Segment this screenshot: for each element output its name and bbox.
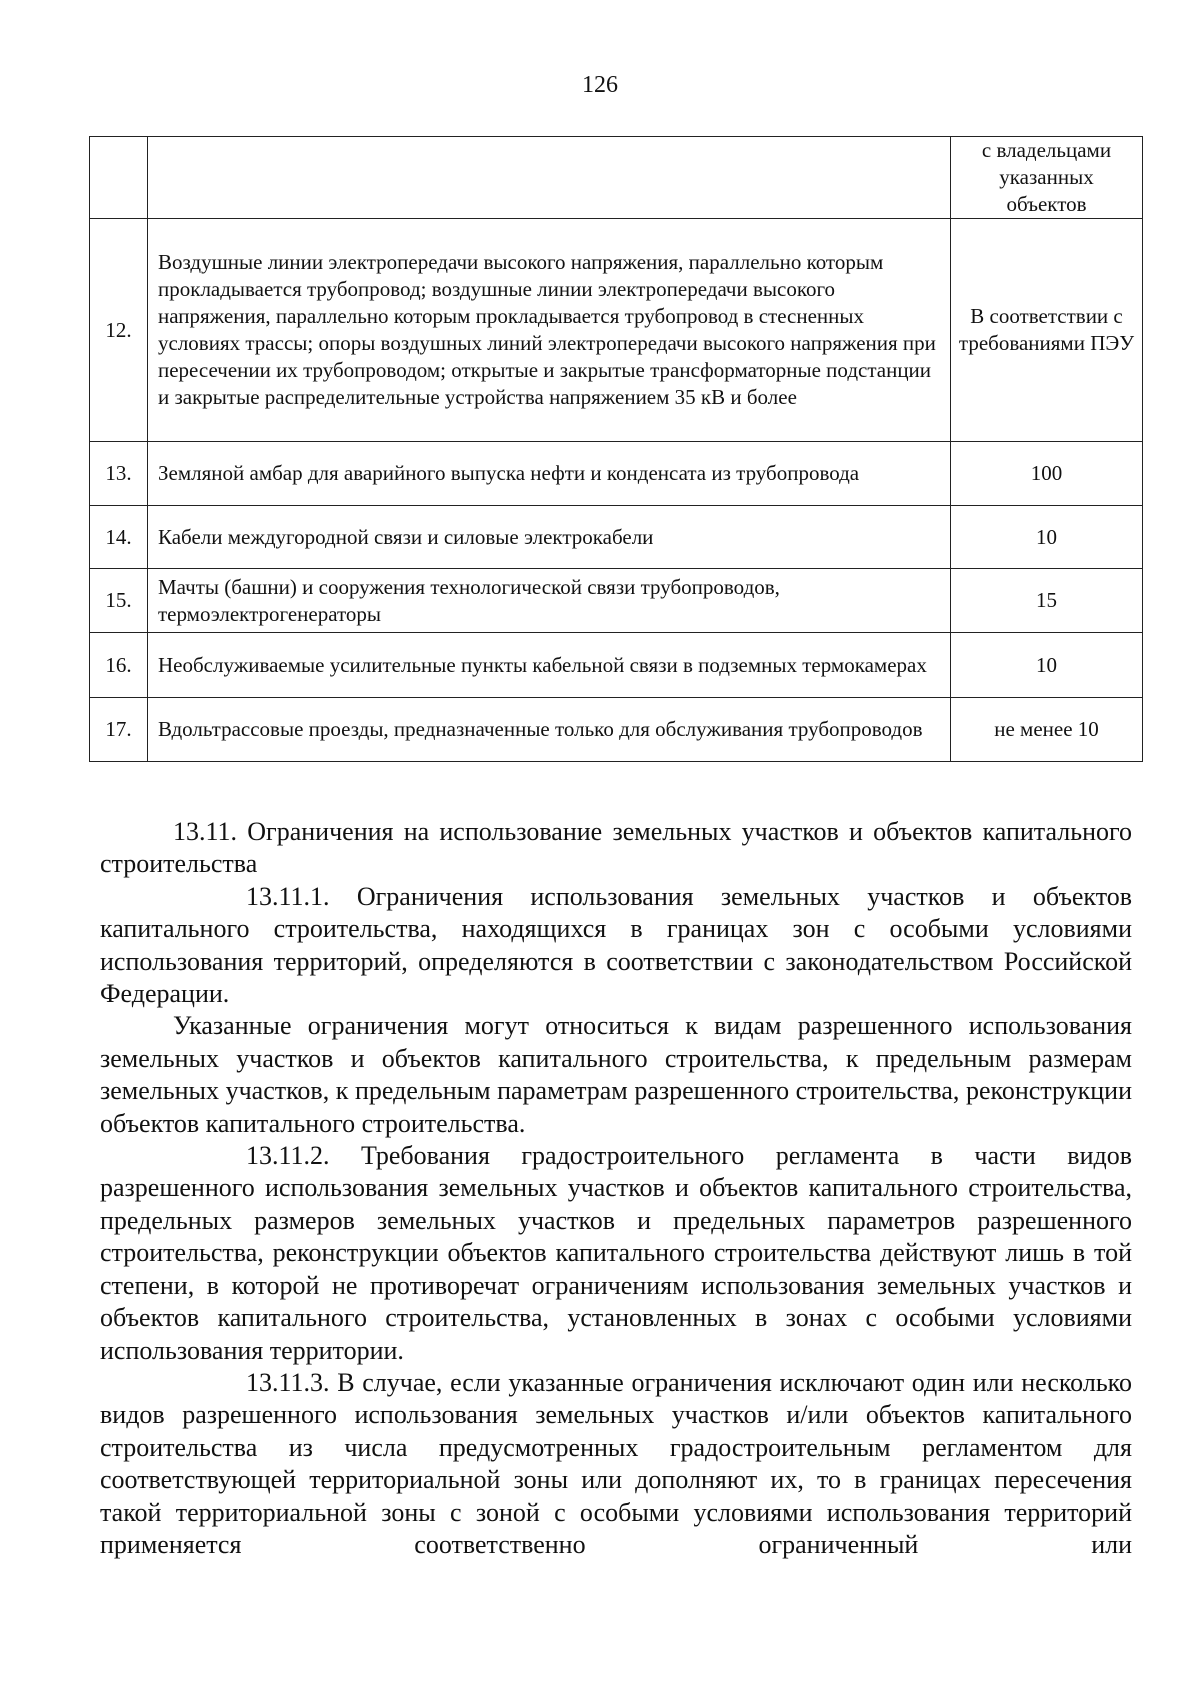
row-number: 13. (90, 442, 148, 506)
section-number: 13.11.2. (246, 1141, 330, 1171)
body-text (100, 816, 1132, 1561)
section-13-11-3 (100, 1367, 1132, 1561)
section-number: 13.11.1. (246, 881, 330, 911)
section-13-11 (100, 816, 1132, 881)
paragraph-text: Указанные ограничения могут относиться к видам разрешенного использования земельных участков и объектов капитального строительства, к предельным размерам земельных участков, к предельным параметрам разрешенного строительства, реконструкции объектов капитального строительства. (100, 1011, 1132, 1138)
row-number: 14. (90, 506, 148, 569)
distance-table (89, 136, 1143, 762)
row-value: 10 (951, 506, 1143, 569)
section-number: 13.11. (173, 817, 238, 846)
row-value: В соответствии с требованиями ПЭУ (951, 219, 1143, 442)
table-row (90, 633, 1143, 698)
table-row (90, 137, 1143, 219)
row-description: Воздушные линии электропередачи высокого напряжения, параллельно которым прокладывается трубопровод; воздушные линии электропередачи высокого напряжения, параллельно которым прокладывается трубопровод в стесненных условиях трассы; опоры воздушных линий электропередачи высокого напряжения при пересечении их трубопроводом; открытые и закрытые трансформаторные подстанции и закрытые распределительные устройства напряжением 35 кВ и более (148, 219, 951, 442)
row-number (90, 137, 148, 219)
row-description: Вдольтрассовые проезды, предназначенные только для обслуживания трубопроводов (148, 698, 951, 762)
page-number: 126 (582, 72, 618, 98)
row-number: 17. (90, 698, 148, 762)
row-value: с владельцами указанных объектов (951, 137, 1143, 219)
section-text: Ограничения на использование земельных участков и объектов капитального строительства (100, 817, 1133, 879)
section-number: 13.11.3. (246, 1367, 330, 1397)
row-number: 16. (90, 633, 148, 698)
row-description: Земляной амбар для аварийного выпуска нефти и конденсата из трубопровода (148, 442, 951, 506)
row-number: 12. (90, 219, 148, 442)
section-13-11-1 (100, 881, 1132, 1011)
section-text: Ограничения использования земельных участков и объектов капитального строительства, находящихся в границах зон с особыми условиями использования территорий, определяются в соответствии с законодательством Российской Федерации. (100, 881, 1133, 1009)
row-description: Необслуживаемые усилительные пункты кабельной связи в подземных термокамерах (148, 633, 951, 698)
row-description: Кабели междугородной связи и силовые электрокабели (148, 506, 951, 569)
table-row (90, 219, 1143, 442)
row-value: 15 (951, 569, 1143, 633)
section-text: Требования градостроительного регламента в части видов разрешенного использования земельных участков и объектов капитального строительства, предельных размеров земельных участков и предельных параметров разрешенного строительства, реконструкции объектов капитального строительства действуют лишь в той степени, в которой не противоречат ограничениям использования земельных участков и объектов капитального строительства, установленных в зонах с особыми условиями использования территории. (100, 1141, 1132, 1365)
row-number: 15. (90, 569, 148, 633)
row-value: 100 (951, 442, 1143, 506)
paragraph-indicated-restrictions (100, 1010, 1132, 1140)
table-row (90, 506, 1143, 569)
row-description (148, 137, 951, 219)
table-row (90, 569, 1143, 633)
row-description: Мачты (башни) и сооружения технологической связи трубопроводов, термоэлектрогенераторы (148, 569, 951, 633)
row-value: 10 (951, 633, 1143, 698)
table-row (90, 698, 1143, 762)
table-row (90, 442, 1143, 506)
section-text: В случае, если указанные ограничения исключают один или несколько видов разрешенного использования земельных участков и/или объектов капитального строительства из числа предусмотренных градостроительным регламентом для соответствующей территориальной зоны или дополняют их, то в границах пересечения такой территориальной зоны с зоной с особыми условиями использования территорий применяется соответственно ограниченный или (100, 1367, 1132, 1559)
row-value: не менее 10 (951, 698, 1143, 762)
section-13-11-2 (100, 1140, 1132, 1367)
